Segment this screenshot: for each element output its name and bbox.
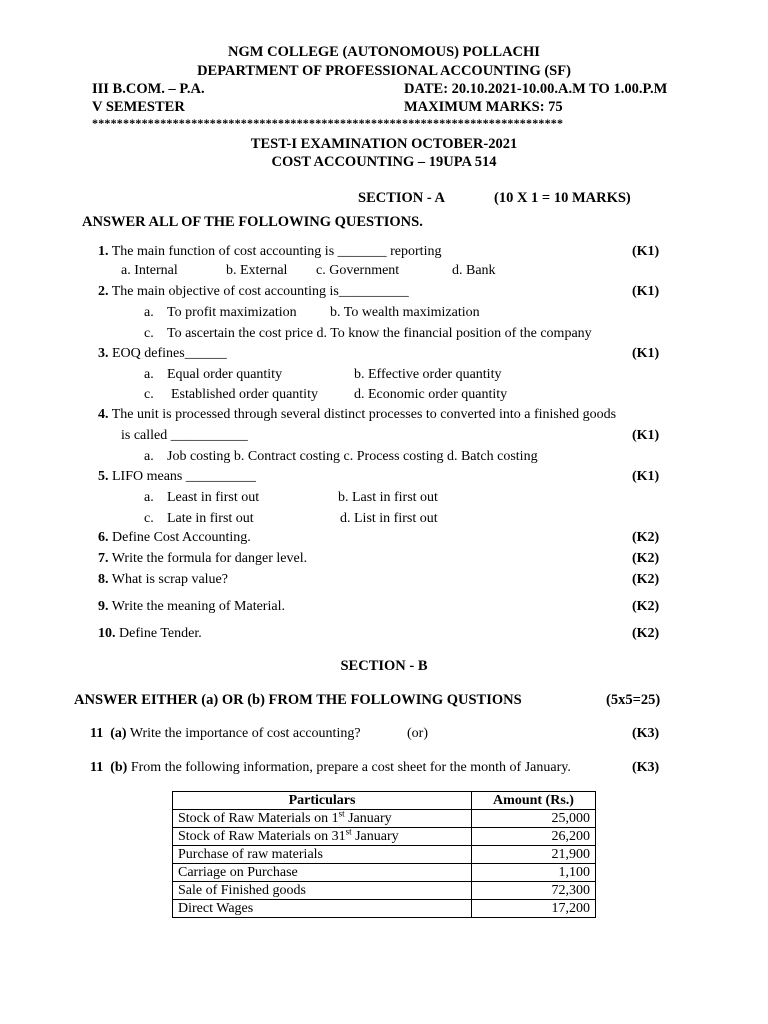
- question-number: 3.: [98, 346, 109, 361]
- option-a-marker: a.: [144, 367, 154, 382]
- column-header-particulars: Particulars: [173, 792, 472, 810]
- question-number: 10.: [98, 626, 116, 641]
- question-9: [98, 599, 285, 615]
- amount-cell: 72,300: [472, 882, 596, 900]
- option-c: Late in first out: [167, 511, 254, 526]
- option-a-marker: a.: [144, 305, 154, 320]
- option-a-marker: a.: [144, 449, 154, 464]
- table-row: [173, 828, 596, 846]
- question-text: Write the meaning of Material.: [111, 599, 285, 614]
- question-5: [98, 469, 256, 485]
- question-level: (K3): [632, 760, 660, 775]
- question-level: (K3): [632, 726, 660, 741]
- column-header-amount: Amount (Rs.): [472, 792, 596, 810]
- amount-cell: 25,000: [472, 810, 596, 828]
- particulars-text: Stock of Raw Materials on 31: [178, 829, 346, 844]
- particulars-cell: Direct Wages: [173, 900, 472, 918]
- option-a-marker: a.: [144, 490, 154, 505]
- question-text: Write the formula for danger level.: [111, 551, 308, 566]
- particulars-cell: [173, 828, 472, 846]
- question-number: 2.: [98, 284, 109, 299]
- ordinal-suffix: st: [345, 826, 352, 837]
- question-number: 4.: [98, 407, 109, 422]
- options-line: Job costing b. Contract costing c. Process costing d. Batch costing: [167, 449, 538, 464]
- option-d: d. Bank: [452, 263, 496, 278]
- max-marks: MAXIMUM MARKS: 75: [404, 99, 563, 115]
- section-b-instruction: ANSWER EITHER (a) OR (b) FROM THE FOLLOWING QUSTIONS: [74, 692, 522, 708]
- option-c-marker: c.: [144, 326, 154, 341]
- question-number: 5.: [98, 469, 109, 484]
- amount-cell: 17,200: [472, 900, 596, 918]
- or-label: (or): [407, 726, 428, 741]
- class-label: III B.COM. – P.A.: [92, 81, 205, 97]
- table-row: [173, 810, 596, 828]
- option-b: b. Effective order quantity: [354, 367, 502, 382]
- question-level: (K2): [632, 530, 660, 545]
- option-b: b. To wealth maximization: [330, 305, 480, 320]
- option-c-d: To ascertain the cost price d. To know the financial position of the company: [167, 326, 592, 341]
- question-level: (K2): [632, 626, 660, 641]
- amount-cell: 21,900: [472, 846, 596, 864]
- question-text: EOQ defines______: [112, 346, 227, 361]
- table-row: [173, 882, 596, 900]
- question-8: [98, 572, 228, 588]
- option-a: Equal order quantity: [167, 367, 283, 382]
- question-text: From the following information, prepare a cost sheet for the month of January.: [130, 760, 571, 775]
- separator-line: ****************************************************************************: [92, 116, 564, 130]
- question-number: 7.: [98, 551, 109, 566]
- cost-data-table: [172, 791, 596, 918]
- section-a-title: SECTION - A: [358, 190, 446, 206]
- table-header-row: [173, 792, 596, 810]
- question-number: 11: [90, 760, 104, 775]
- question-2: [98, 284, 409, 300]
- particulars-text-tail: January: [351, 829, 399, 844]
- particulars-cell: Purchase of raw materials: [173, 846, 472, 864]
- option-d: d. List in first out: [340, 511, 438, 526]
- option-c: c. Government: [316, 263, 400, 278]
- option-a: a. Internal: [121, 263, 178, 278]
- table-row: [173, 900, 596, 918]
- option-b: b. External: [226, 263, 288, 278]
- table-row: [173, 846, 596, 864]
- question-10: [98, 626, 202, 642]
- question-level: (K2): [632, 599, 660, 614]
- section-a-instruction: ANSWER ALL OF THE FOLLOWING QUESTIONS.: [82, 214, 423, 230]
- option-d: d. Economic order quantity: [354, 387, 508, 402]
- question-number: 11: [90, 726, 104, 741]
- section-a-marks: (10 X 1 = 10 MARKS): [494, 190, 631, 206]
- section-b-title: SECTION - B: [340, 658, 428, 674]
- option-a: To profit maximization: [167, 305, 297, 320]
- particulars-text: Stock of Raw Materials on 1: [178, 811, 339, 826]
- question-number: 1.: [98, 244, 109, 259]
- exam-date: DATE: 20.10.2021-10.00.A.M TO 1.00.P.M: [404, 81, 668, 97]
- option-a: Least in first out: [167, 490, 260, 505]
- table-row: [173, 864, 596, 882]
- question-level: (K1): [632, 244, 660, 259]
- question-level: (K1): [632, 469, 660, 484]
- section-b-marks: (5x5=25): [606, 692, 661, 708]
- question-level: (K1): [632, 346, 660, 361]
- question-part: (b): [110, 760, 128, 775]
- question-7: [98, 551, 307, 567]
- question-level: (K2): [632, 551, 660, 566]
- option-b: b. Last in first out: [338, 490, 438, 505]
- amount-cell: 26,200: [472, 828, 596, 846]
- question-11a: [90, 726, 361, 742]
- question-text: LIFO means __________: [112, 469, 256, 484]
- question-text: What is scrap value?: [111, 572, 228, 587]
- question-level: (K1): [632, 284, 660, 299]
- question-1: [98, 244, 441, 260]
- question-level: (K2): [632, 572, 660, 587]
- option-c-marker: c.: [144, 511, 154, 526]
- question-number: 9.: [98, 599, 109, 614]
- question-6: [98, 530, 251, 546]
- question-4-continued: is called ___________: [121, 428, 248, 443]
- question-text: The main objective of cost accounting is__________: [111, 284, 409, 299]
- department-name: DEPARTMENT OF PROFESSIONAL ACCOUNTING (SF): [197, 63, 571, 79]
- question-number: 6.: [98, 530, 109, 545]
- question-number: 8.: [98, 572, 109, 587]
- question-text: Define Tender.: [119, 626, 202, 641]
- question-text: Define Cost Accounting.: [112, 530, 251, 545]
- option-c-marker: c.: [144, 387, 154, 402]
- question-11b: [90, 760, 571, 776]
- question-part: (a): [110, 726, 127, 741]
- question-level: (K1): [632, 428, 660, 443]
- ordinal-suffix: st: [338, 808, 345, 819]
- exam-title: TEST-I EXAMINATION OCTOBER-2021: [250, 136, 518, 152]
- question-4: [98, 407, 616, 423]
- particulars-cell: Carriage on Purchase: [173, 864, 472, 882]
- semester-label: V SEMESTER: [92, 99, 185, 115]
- amount-cell: 1,100: [472, 864, 596, 882]
- question-text: The unit is processed through several distinct processes to converted into a finished goods: [111, 407, 617, 422]
- particulars-cell: Sale of Finished goods: [173, 882, 472, 900]
- question-text: Write the importance of cost accounting?: [129, 726, 361, 741]
- question-text: The main function of cost accounting is _______ reporting: [111, 244, 442, 259]
- particulars-cell: [173, 810, 472, 828]
- subject-title: COST ACCOUNTING – 19UPA 514: [271, 154, 497, 170]
- college-name: NGM COLLEGE (AUTONOMOUS) POLLACHI: [228, 44, 540, 60]
- question-3: [98, 346, 227, 362]
- option-c: Established order quantity: [171, 387, 318, 402]
- particulars-text-tail: January: [344, 811, 392, 826]
